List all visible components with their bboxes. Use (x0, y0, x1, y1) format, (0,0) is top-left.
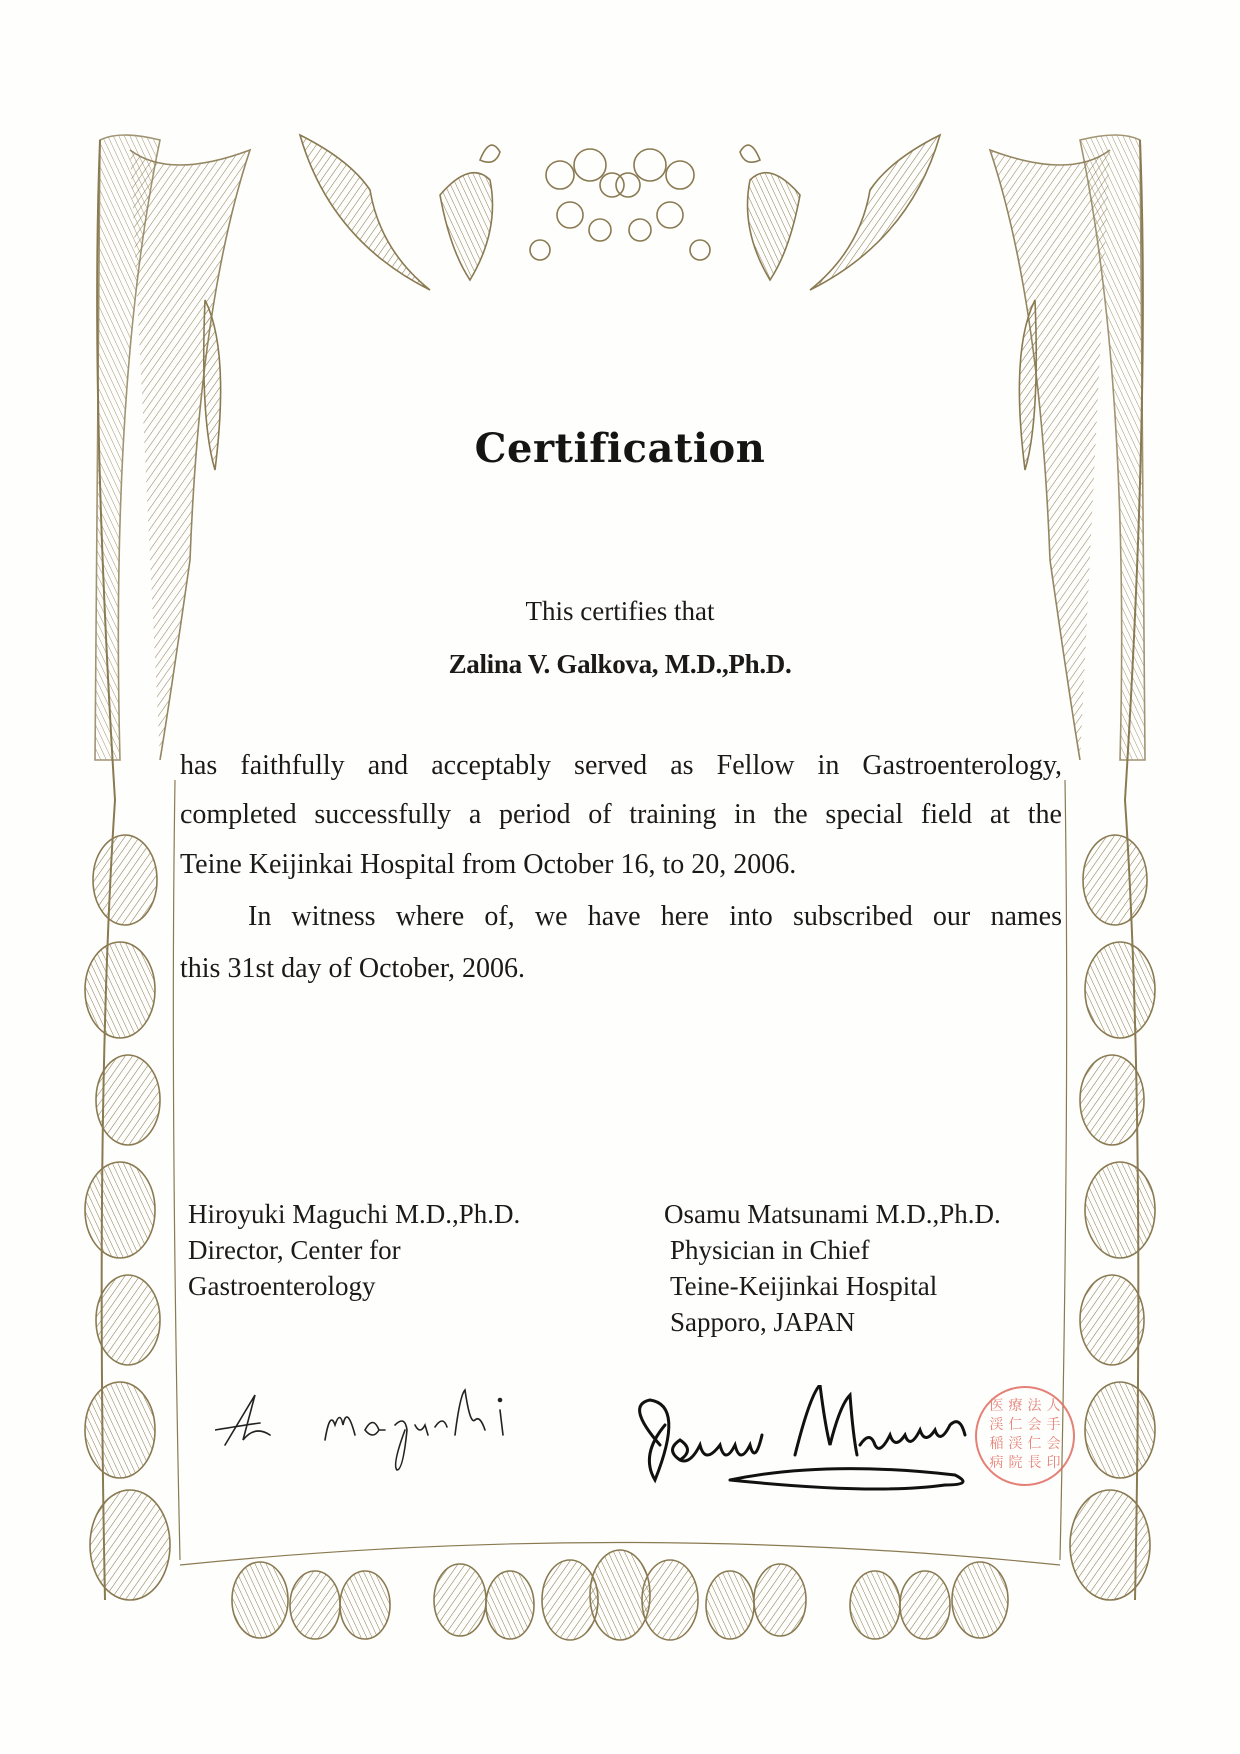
recipient-name: Zalina V. Galkova, M.D.,Ph.D. (448, 649, 792, 679)
certificate-title: Certification (474, 425, 766, 472)
leaf-row-bottom-icon (180, 1543, 1060, 1641)
signatory-right-location: Sapporo, JAPAN (670, 1307, 856, 1337)
hospital-seal (975, 1386, 1075, 1486)
seal-characters: 医 療 法 人 渓 仁 会 手 稲 渓 仁 会 病 院 長 印 (989, 1399, 1061, 1471)
leaf-column-left-icon (85, 780, 180, 1600)
certifies-that-text: This certifies that (525, 596, 715, 626)
leaf-column-right-icon (1060, 780, 1155, 1600)
signature-maguchi (215, 1385, 525, 1495)
signatory-right (664, 1196, 1001, 1340)
body-line-3: Teine Keijinkai Hospital from October 16, to 20, 2006. (180, 849, 797, 880)
signatory-left-name: Hiroyuki Maguchi M.D.,Ph.D. (188, 1199, 521, 1229)
signatory-left-dept: Gastroenterology (188, 1271, 376, 1301)
cloud-ornament-icon (530, 149, 710, 260)
signatory-right-title: Physician in Chief (670, 1235, 870, 1265)
body-line-5: this 31st day of October, 2006. (180, 953, 525, 984)
body-line-4: In witness where of, we have here into subscribed our names (248, 901, 1062, 932)
signatory-left (188, 1196, 520, 1304)
signatory-right-name: Osamu Matsunami M.D.,Ph.D. (664, 1199, 1001, 1229)
signatory-left-title: Director, Center for (188, 1235, 401, 1265)
phoenix-right-icon (740, 135, 940, 290)
phoenix-left-icon (300, 135, 500, 290)
body-line-1: has faithfully and acceptably served as Fellow in Gastroenterology, (180, 750, 1062, 781)
body-line-2: completed successfully a period of training in the special field at the (180, 799, 1062, 830)
signatory-right-hospital: Teine-Keijinkai Hospital (670, 1271, 938, 1301)
